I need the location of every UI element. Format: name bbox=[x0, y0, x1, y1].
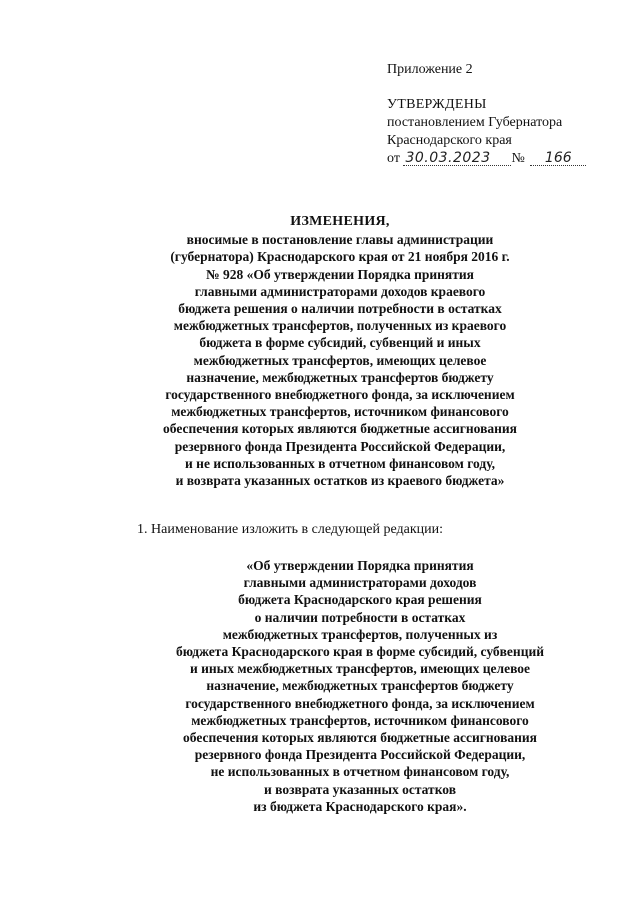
title-line: главными администраторами доходов краевого bbox=[194, 283, 486, 299]
from-label: от bbox=[387, 151, 400, 166]
approval-block bbox=[387, 96, 586, 168]
approval-line: Краснодарского края bbox=[387, 133, 512, 148]
item-1-paragraph: 1. Наименование изложить в следующей редакции: bbox=[137, 522, 443, 537]
approval-date-number-line bbox=[387, 150, 586, 168]
quote-line: обеспечения которых являются бюджетные ассигнования bbox=[183, 730, 537, 746]
quote-line: назначение, межбюджетных трансфертов бюджету bbox=[206, 678, 514, 694]
new-title-quote-block bbox=[135, 557, 585, 815]
approved-title: УТВЕРЖДЕНЫ bbox=[387, 97, 487, 112]
quote-line: «Об утверждении Порядка принятия bbox=[246, 558, 474, 573]
title-line: назначение, межбюджетных трансфертов бюджету bbox=[186, 369, 494, 385]
title-line: и возврата указанных остатков из краевого бюджета» bbox=[175, 473, 505, 489]
title-line: межбюджетных трансфертов, источником финансового bbox=[171, 404, 509, 420]
title-line: государственного внебюджетного фонда, за исключением bbox=[165, 387, 515, 403]
title-line: бюджета решения о наличии потребности в остатках bbox=[178, 301, 502, 317]
title-line: и не использованных в отчетном финансовом году, bbox=[185, 455, 495, 471]
quote-line: и возврата указанных остатков bbox=[264, 781, 456, 797]
quote-line: из бюджета Краснодарского края». bbox=[253, 798, 467, 814]
handwritten-date: 30.03.2023 bbox=[403, 151, 511, 166]
changes-heading: ИЗМЕНЕНИЯ, bbox=[290, 214, 390, 229]
approval-line: постановлением Губернатора bbox=[387, 115, 563, 130]
handwritten-number: 166 bbox=[530, 151, 586, 166]
appendix-label: Приложение 2 bbox=[387, 62, 473, 77]
quote-line: межбюджетных трансфертов, полученных из bbox=[222, 626, 498, 642]
title-line: вносимые в постановление главы администрации bbox=[186, 232, 494, 248]
title-line: бюджета в форме субсидий, субвенций и иных bbox=[199, 335, 481, 351]
title-line: № 928 «Об утверждении Порядка принятия bbox=[206, 266, 474, 282]
quote-line: и иных межбюджетных трансфертов, имеющих целевое bbox=[189, 661, 531, 677]
title-line: резервного фонда Президента Российской Федерации, bbox=[174, 438, 506, 454]
quote-line: государственного внебюджетного фонда, за исключением bbox=[185, 695, 535, 711]
number-label: № bbox=[511, 151, 525, 166]
title-line: обеспечения которых являются бюджетные ассигнования bbox=[163, 421, 517, 437]
quote-line: главными администраторами доходов bbox=[243, 575, 477, 591]
title-line: межбюджетных трансфертов, имеющих целевое bbox=[193, 352, 487, 368]
changes-title-block bbox=[130, 213, 550, 489]
quote-line: не использованных в отчетном финансовом году, bbox=[210, 764, 510, 780]
quote-line: межбюджетных трансфертов, источником финансового bbox=[191, 712, 529, 728]
title-line: межбюджетных трансфертов, полученных из краевого bbox=[173, 318, 507, 334]
title-line: (губернатора) Краснодарского края от 21 ноября 2016 г. bbox=[170, 249, 510, 265]
quote-line: бюджета Краснодарского края решения bbox=[238, 592, 482, 608]
quote-line: о наличии потребности в остатках bbox=[254, 609, 466, 625]
quote-line: резервного фонда Президента Российской Федерации, bbox=[194, 747, 526, 763]
quote-line: бюджета Краснодарского края в форме субсидий, субвенций bbox=[175, 644, 545, 660]
